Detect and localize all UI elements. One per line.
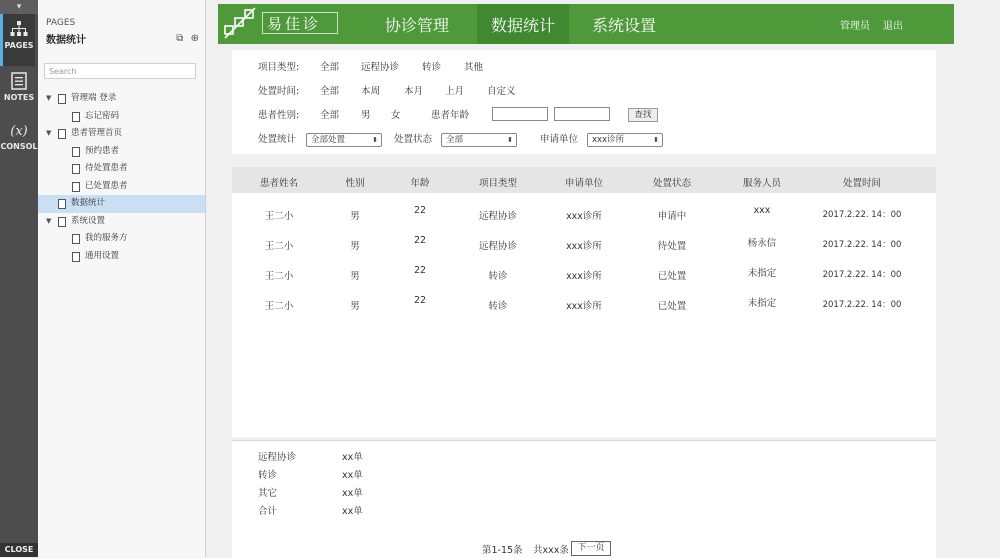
page-tree: [38, 90, 205, 265]
page-doc-icon: [72, 234, 80, 244]
age-label: 患者年龄: [431, 110, 470, 121]
table-cell: xxx诊所: [566, 211, 602, 222]
table-cell: 22: [413, 205, 427, 216]
main-content: [206, 0, 1000, 557]
tree-node-label: 已处置患者: [85, 180, 128, 191]
table-cell: 未指定: [747, 268, 777, 279]
table-cell: 22: [413, 295, 427, 306]
unit-select-value: xxx诊所: [592, 135, 625, 145]
tree-node[interactable]: [38, 108, 205, 126]
gender-label: 患者性别:: [258, 110, 300, 121]
summary-label: 远程协诊: [258, 452, 297, 463]
tree-node-label: 患者管理首页: [71, 128, 123, 138]
pages-panel: [38, 0, 206, 557]
summary-value: xx单: [342, 452, 363, 463]
brand-logo-icon: [222, 6, 258, 42]
table-cell: 2017.2.22. 14：00: [822, 210, 902, 220]
table-cell: xxx诊所: [566, 241, 602, 252]
type-option-remote[interactable]: 远程协诊: [361, 62, 400, 73]
tree-node[interactable]: [38, 160, 205, 178]
column-header: 年龄: [410, 178, 430, 189]
table-cell: 2017.2.22. 14：00: [822, 270, 902, 280]
table-cell: 22: [413, 265, 427, 276]
table-cell: 未指定: [747, 298, 777, 309]
console-tab[interactable]: [0, 118, 38, 170]
table-cell: 转诊: [488, 271, 508, 282]
type-label: 项目类型:: [258, 62, 300, 73]
summary-value: xx单: [342, 488, 363, 499]
table-cell: 王二小: [264, 211, 294, 222]
time-option-last-month[interactable]: 上月: [445, 86, 465, 97]
nav-data-statistics[interactable]: 数据统计: [477, 4, 569, 44]
stat-select[interactable]: [306, 133, 382, 147]
gender-option-all[interactable]: 全部: [320, 110, 340, 121]
table-cell: 王二小: [264, 301, 294, 312]
table-cell: 远程协诊: [478, 211, 517, 222]
unit-select[interactable]: [587, 133, 663, 147]
tree-node[interactable]: [38, 195, 205, 213]
page-doc-icon: [58, 94, 66, 104]
pages-tools: [176, 33, 199, 44]
export-icon[interactable]: ⧉: [176, 33, 184, 44]
age-max-input[interactable]: [554, 107, 610, 121]
table-cell: 远程协诊: [478, 241, 517, 252]
tree-node-label: 系统设置: [71, 215, 106, 226]
pages-tab[interactable]: [0, 14, 35, 66]
search-button[interactable]: 查找: [628, 108, 658, 122]
table-cell: 男: [350, 271, 360, 282]
tree-node[interactable]: [38, 230, 205, 248]
next-page-button[interactable]: 下一页: [571, 541, 611, 556]
page-doc-icon: [72, 182, 80, 192]
left-rail: [0, 0, 38, 557]
table-cell: 待处置: [657, 241, 687, 252]
tree-node[interactable]: [38, 178, 205, 196]
column-header: 项目类型: [478, 178, 517, 189]
expand-arrow-icon[interactable]: ▼: [46, 94, 52, 102]
pages-heading: PAGES: [46, 18, 76, 28]
table-cell: 申请中: [657, 211, 687, 222]
table-cell: 王二小: [264, 271, 294, 282]
stat-label: 处置统计: [258, 134, 297, 145]
table-cell: xxx诊所: [566, 271, 602, 282]
type-option-other[interactable]: 其他: [464, 62, 484, 73]
expand-arrow-icon[interactable]: ▼: [46, 216, 52, 225]
search-input[interactable]: Search: [44, 63, 196, 79]
page-doc-icon: [58, 217, 66, 227]
page-doc-icon: [72, 112, 80, 122]
table-row[interactable]: [232, 295, 936, 317]
pager-range: 第1-15条: [482, 545, 523, 556]
tree-node[interactable]: [38, 213, 205, 231]
admin-user-label[interactable]: 管理员: [840, 21, 870, 32]
nav-system-settings[interactable]: 系统设置: [591, 16, 656, 35]
time-option-custom[interactable]: 自定义: [487, 86, 516, 97]
sitemap-icon: [10, 20, 28, 38]
select-arrow-icon: ⬍: [507, 136, 513, 144]
tree-node-label: 待处置患者: [85, 163, 128, 173]
pages-tab-label: PAGES: [4, 41, 34, 50]
column-header: 处置状态: [652, 178, 691, 189]
summary-value: xx单: [342, 470, 363, 481]
close-button[interactable]: CLOSE: [0, 543, 38, 557]
table-cell: 2017.2.22. 14：00: [822, 240, 902, 250]
table-cell: xxx诊所: [566, 301, 602, 312]
data-table: [232, 167, 936, 437]
table-cell: 男: [350, 301, 360, 312]
time-option-week[interactable]: 本周: [361, 86, 381, 97]
summary-value: xx单: [342, 506, 363, 517]
top-navbar: [218, 4, 954, 44]
type-option-referral[interactable]: 转诊: [422, 62, 442, 73]
summary-label: 其它: [258, 488, 278, 499]
logout-link[interactable]: 退出: [883, 21, 903, 32]
brand-name: 易佳诊: [262, 12, 338, 34]
table-cell: 22: [413, 235, 427, 246]
table-cell: 2017.2.22. 14：00: [822, 300, 902, 310]
column-header: 性别: [345, 178, 365, 189]
status-label: 处置状态: [394, 134, 433, 145]
nav-consult-management[interactable]: 协诊管理: [384, 16, 449, 35]
time-label: 处置时间:: [258, 86, 300, 97]
gender-option-female[interactable]: 女: [391, 110, 401, 121]
table-row[interactable]: [232, 205, 936, 227]
select-arrow-icon: ⬍: [653, 136, 659, 144]
page-doc-icon: [72, 252, 80, 262]
status-select[interactable]: [441, 133, 517, 147]
table-cell: 王二小: [264, 241, 294, 252]
current-page-title: 数据统计: [46, 35, 86, 46]
table-cell: xxx: [753, 205, 771, 216]
tree-node-label: 数据统计: [71, 198, 106, 208]
tree-node-label: 管理端 登录: [71, 93, 117, 103]
tree-node[interactable]: [38, 143, 205, 161]
page-doc-icon: [72, 147, 80, 157]
filter-panel: [232, 50, 936, 154]
age-min-input[interactable]: [492, 107, 548, 121]
column-header: 患者姓名: [259, 178, 298, 189]
column-header: 服务人员: [742, 178, 781, 189]
summary-label: 合计: [258, 506, 278, 517]
column-header: 处置时间: [842, 178, 881, 189]
tree-node[interactable]: [38, 248, 205, 266]
table-cell: 转诊: [488, 301, 508, 312]
page-doc-icon: [58, 199, 66, 209]
locate-icon[interactable]: ⊕: [190, 33, 199, 44]
stat-select-value: 全部处置: [311, 135, 346, 145]
collapse-chevron-icon[interactable]: ▾: [0, 0, 38, 14]
table-cell: 已处置: [657, 271, 687, 282]
variable-icon: (x): [10, 124, 28, 139]
table-header: [232, 167, 936, 193]
column-header: 申请单位: [564, 178, 603, 189]
gender-option-male[interactable]: 男: [361, 110, 371, 121]
select-arrow-icon: ⬍: [372, 136, 378, 144]
expand-arrow-icon[interactable]: ▼: [46, 129, 52, 137]
notes-tab[interactable]: [0, 66, 38, 118]
type-option-all[interactable]: 全部: [320, 62, 340, 73]
time-option-month[interactable]: 本月: [404, 86, 424, 97]
pager-total: 共xxx条: [533, 545, 569, 556]
tree-node[interactable]: [38, 125, 205, 143]
tree-node-label: 忘记密码: [85, 110, 120, 121]
page-doc-icon: [72, 164, 80, 174]
tree-node-label: 预约患者: [85, 145, 120, 156]
summary-label: 转诊: [258, 470, 278, 481]
tree-node[interactable]: [38, 90, 205, 108]
table-cell: 已处置: [657, 301, 687, 312]
console-tab-label: CONSOL: [0, 142, 38, 151]
notes-icon: [11, 72, 27, 90]
table-row[interactable]: [232, 265, 936, 287]
unit-label: 申请单位: [540, 134, 579, 145]
notes-tab-label: NOTES: [3, 93, 35, 102]
page-doc-icon: [58, 129, 66, 139]
tree-node-label: 我的服务方: [85, 233, 128, 243]
table-cell: 男: [350, 211, 360, 222]
table-row[interactable]: [232, 235, 936, 257]
tree-node-label: 通用设置: [85, 250, 120, 261]
table-cell: 杨永信: [747, 238, 777, 249]
table-cell: 男: [350, 241, 360, 252]
time-option-all[interactable]: 全部: [320, 86, 340, 97]
status-select-value: 全部: [446, 135, 464, 145]
